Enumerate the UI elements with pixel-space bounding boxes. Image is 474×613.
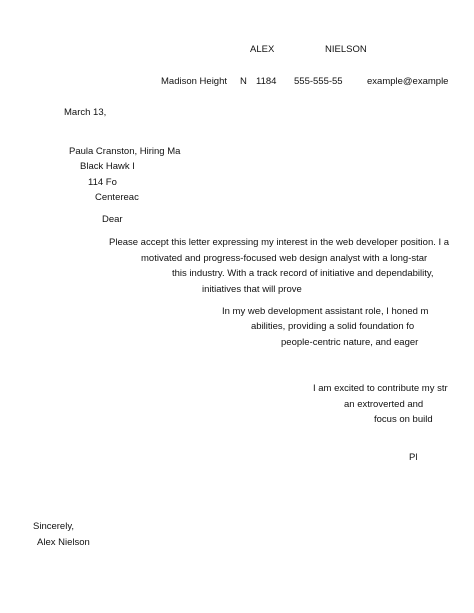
body-paragraph-2-line-3: people-centric nature, and eager xyxy=(281,337,419,348)
first-name: ALEX xyxy=(250,44,275,55)
recipient-name: Paula Cranston, Hiring Ma xyxy=(69,146,181,157)
recipient-company: Black Hawk I xyxy=(80,161,135,172)
body-paragraph-1-line-1: Please accept this letter expressing my interest in the web developer position. I a xyxy=(109,237,450,248)
closing: Sincerely, xyxy=(33,521,75,532)
body-paragraph-2-line-2: abilities, providing a solid foundation fo xyxy=(251,321,415,332)
recipient-city: Centereac xyxy=(95,192,139,203)
body-paragraph-1-line-2: motivated and progress-focused web design analyst with a long-star xyxy=(141,253,428,264)
contact-email: example@example xyxy=(367,76,449,87)
contact-street: 1184 xyxy=(256,76,277,87)
contact-location-code: N xyxy=(240,76,247,87)
recipient-street: 114 Fo xyxy=(88,177,117,188)
body-paragraph-4: Pl xyxy=(409,452,418,463)
contact-phone: 555-555-55 xyxy=(294,76,343,87)
body-paragraph-3-line-3: focus on build xyxy=(374,414,433,425)
salutation: Dear xyxy=(102,214,123,225)
body-paragraph-1-line-4: initiatives that will prove xyxy=(202,284,302,295)
last-name: NIELSON xyxy=(325,44,367,55)
body-paragraph-3-line-1: I am excited to contribute my str xyxy=(313,383,448,394)
contact-location: Madison Height xyxy=(161,76,228,87)
body-paragraph-2-line-1: In my web development assistant role, I honed m xyxy=(222,306,429,317)
signature-name: Alex Nielson xyxy=(37,537,90,548)
body-paragraph-1-line-3: this industry. With a track record of initiative and dependability, xyxy=(172,268,434,279)
body-paragraph-3-line-2: an extroverted and xyxy=(344,399,424,410)
letter-date: March 13, xyxy=(64,107,107,118)
